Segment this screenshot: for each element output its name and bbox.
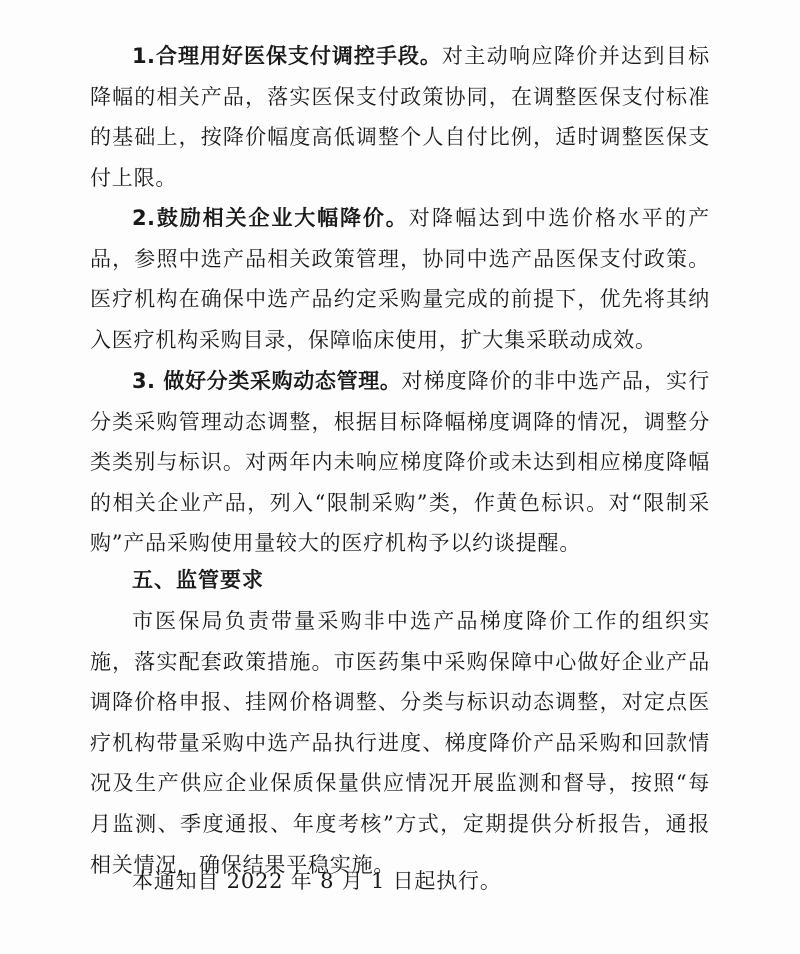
paragraph-item-3: [90, 361, 710, 564]
item-1-body: 对主动响应降价并达到目标降幅的相关产品，落实医保支付政策协同，在调整医保支付标准的基础上，按降价幅度高低调整个人自付比例，适时调整医保支付上限。: [90, 44, 710, 190]
closing-statement: 本通知自 2022 年 8 月 1 日起执行。: [132, 869, 502, 893]
item-1-lead: 1.合理用好医保支付调控手段。: [132, 44, 442, 68]
section-5-heading: 五、监管要求: [132, 568, 264, 592]
paragraph-item-2: [90, 198, 710, 360]
section-5-body: 市医保局负责带量采购非中选产品梯度降价工作的组织实施，落实配套政策措施。市医药集中采购保障中心做好企业产品调降价格申报、挂网价格调整、分类与标识动态调整，对定点医疗机构带量采购中选产品执行进度、梯度降价产品采购和回款情况及生产供应企业保质保量供应情况开展监测和督导，按照“每月监测、季度通报、年度考核”方式，定期提供分析报告，通报相关情况，确保结果平稳实施。: [90, 609, 710, 877]
item-2-body: 对降幅达到中选价格水平的产品，参照中选产品相关政策管理，协同中选产品医保支付政策。医疗机构在确保中选产品约定采购量完成的前提下，优先将其纳入医疗机构采购目录，保障临床使用，扩大集采联动成效。: [90, 206, 710, 352]
item-3-body: 对梯度降价的非中选产品，实行分类采购管理动态调整，根据目标降幅梯度调降的情况，调整分类类别与标识。对两年内未响应梯度降价或未达到相应梯度降幅的相关企业产品，列入“限制采购”类，作黄色标识。对“限制采购”产品采购使用量较大的医疗机构予以约谈提醒。: [90, 369, 711, 556]
item-2-lead: 2.鼓励相关企业大幅降价。: [132, 206, 409, 230]
item-3-lead: 3. 做好分类采购动态管理。: [132, 369, 402, 393]
paragraph-item-1: [90, 36, 710, 198]
